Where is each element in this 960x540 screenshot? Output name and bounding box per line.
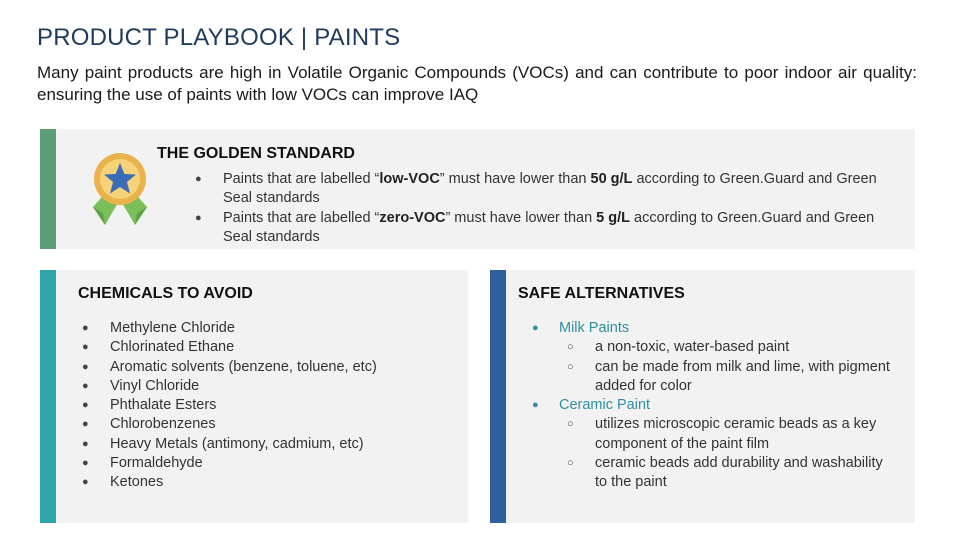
alternative-details [559,338,892,396]
list-item: ● Ceramic Paint ○ utilizes microscopic ceramic beads as a key component of the paint film ○ ceramic beads add durability and washability to the paint [532,396,892,492]
safe-alternatives-title: SAFE ALTERNATIVES [518,285,685,302]
alternative-name: Ceramic Paint [559,397,651,414]
list-item: ● Paints that are labelled “low-VOC” must have lower than 50 g/L according to Green.Guard and Green Seal standards [195,171,877,207]
list-item: ● Milk Paints ○ a non-toxic, water-based paint ○ can be made from milk and lime, with pigment added for color [532,319,892,396]
golden-standard-title: THE GOLDEN STANDARD [157,145,355,162]
medal-star-icon [85,149,155,229]
safe-alternatives-panel [490,270,915,523]
list-item: ● Paints that are labelled “zero-VOC” must have lower than 5 g/L according to Green.Guard and Green Seal standards [195,209,875,245]
list-item: ● Phthalate Esters [82,397,217,414]
list-item: ● Heavy Metals (antimony, cadmium, etc) [82,435,364,452]
list-item: ○ ceramic beads add durability and washability to the paint [567,455,883,491]
list-item: ● Vinyl Chloride [82,377,200,394]
alternative-details [559,415,892,492]
chemicals-title: CHEMICALS TO AVOID [78,285,253,302]
list-item: ● Methylene Chloride [82,320,235,336]
list-item: ○ utilizes microscopic ceramic beads as a key component of the paint film [567,416,877,452]
list-item: ○ a non-toxic, water-based paint [567,339,790,356]
chemicals-list [82,319,462,493]
chemicals-to-avoid-panel [40,270,468,523]
alternative-name: Milk Paints [559,320,630,336]
list-item: ● Ketones [82,474,164,491]
voc-label: zero-VOC [379,209,446,226]
list-item: ○ can be made from milk and lime, with pigment added for color [567,358,890,394]
voc-limit: 5 g/L [596,209,631,226]
list-item: ● Aromatic solvents (benzene, toluene, etc) [82,358,377,375]
list-item: ● Formaldehyde [82,455,203,472]
voc-label: low-VOC [379,171,440,187]
page-title: PRODUCT PLAYBOOK | PAINTS [37,24,401,51]
golden-standard-panel [40,129,915,249]
intro-text: Many paint products are high in Volatile Organic Compounds (VOCs) and can contribute to poor indoor air quality: ensuring the use of paints with low VOCs can improve IAQ [37,63,917,104]
list-item: ● Chlorobenzenes [82,416,216,433]
golden-accent-bar [40,129,56,249]
golden-standard-list [195,170,900,247]
list-item: ● Chlorinated Ethane [82,339,235,356]
alternatives-list [532,319,892,493]
chemicals-accent-bar [40,270,56,523]
safe-accent-bar [490,270,506,523]
voc-limit: 50 g/L [590,171,633,187]
